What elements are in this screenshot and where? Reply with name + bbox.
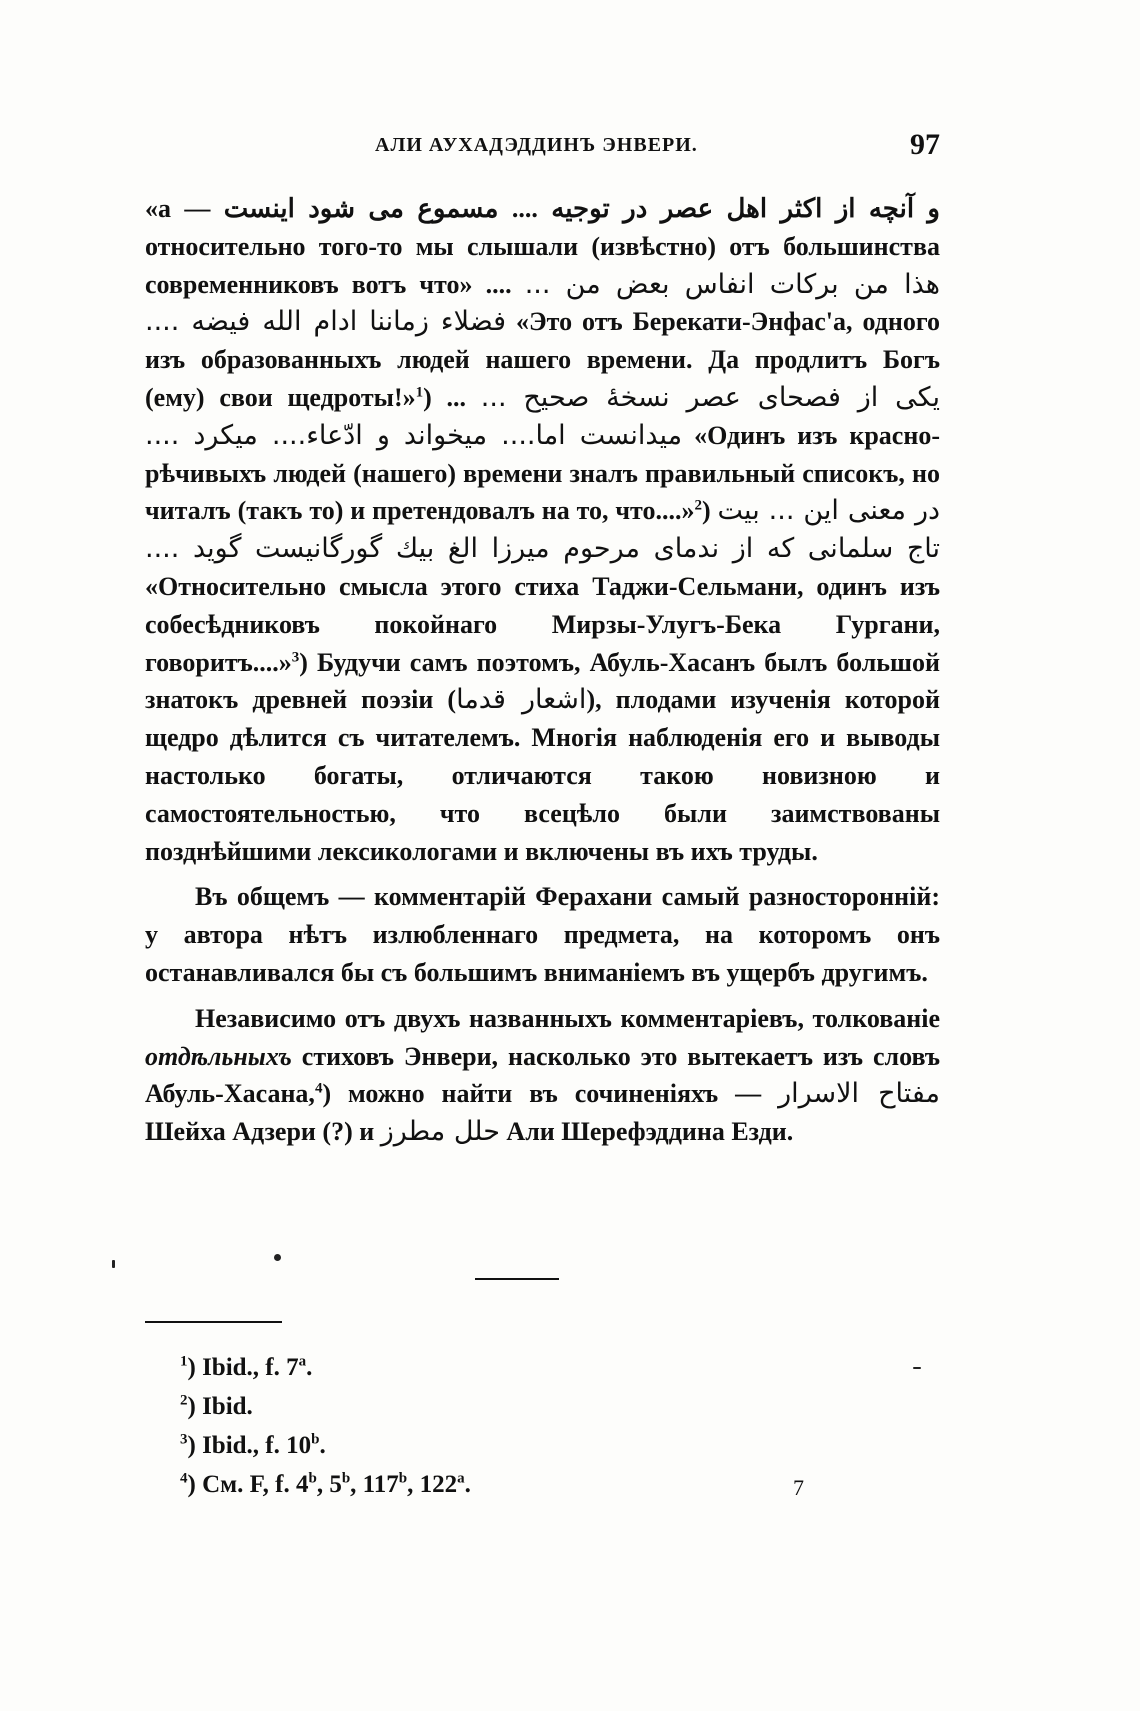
paragraph-1: «а — و آنچه از اکثر اهل عصر در توجیه .... مسموع می شود اینست относительно того-то мы слышали (извѣстно) отъ большинства современниковъ вотъ что» .... هذا من برکات انفاس بعض من ... فضلاء زماننا ادام الله فیضه .... «Это отъ Берекати-Энфас'а, одного изъ образованныхъ людей нашего времени. Да продлитъ Богъ (ему) свои щедроты!»$^1$) ... یکی از فصحای عصر نسخهٔ صحیح ... میدانست اما.... میخواند و ادّعاء.... میکرد .... «Одинъ изъ красно-рѣчивыхъ людей (нашего) времени зналъ правильный списокъ, но читалъ (такъ то) и претендовалъ на то, что....»$^2$) در معنی این ... بیت تاج سلمانی که از ندمای مرحوم میرزا الغ بیك گورگانیست گوید .... «Относительно смысла этого стиха Таджи-Сельмани, одинъ изъ собесѣдниковъ покойнаго Мирзы-Улугъ-Бека Гургани, говоритъ....»$^3$) Будучи самъ поэтомъ, Абуль-Хасанъ былъ большой знатокъ древней поэзіи (اشعار قدما), плодами изученія которой щедро дѣлится съ читателемъ. Многія наблюденія его и выводы настолько богаты, отличаются такою новизною и самостоятельностью, что всецѣло были заимствованы позднѣйшими лексикологами и включены въ ихъ труды.: [145, 194, 941, 866]
text-run: относительно того-то мы слышали (извѣстно) отъ большинства современниковъ вотъ что» ....: [145, 231, 940, 299]
footnote-ref[interactable]: 2: [694, 497, 702, 514]
footnote-marker: 4: [180, 1470, 188, 1487]
page-number: 97: [910, 128, 940, 161]
footnote-1: [180, 1348, 780, 1387]
footnote-tail: , 5: [316, 1471, 342, 1498]
footnote-tail: .: [319, 1432, 326, 1459]
arabic-quote: فضلاء زماننا ادام الله فیضه ....: [145, 306, 507, 338]
text-run: «Относительно смысла этого стиха Таджи-Сельмани, одинъ изъ собесѣдниковъ покойнаго Мирзы-Улугъ-Бека Гургани, говоритъ....»: [145, 571, 940, 677]
footnote-sup: b: [308, 1470, 317, 1487]
signature-mark: 7: [793, 1475, 804, 1500]
text-run: «а — و آنچه از اکثر اهل عصر در توجیه .... مسموع می شود اینست: [145, 194, 940, 223]
footnote-marker: 1: [180, 1353, 188, 1370]
text-run: [711, 496, 718, 525]
arabic-quote: در معنی این ... بیت تاج سلمانی که از ندمای مرحوم میرزا الغ بیك گورگانیست گوید ....: [145, 495, 941, 565]
footnote-marker: 3: [180, 1431, 188, 1448]
footnote-sup: b: [341, 1470, 351, 1487]
arabic-title: مفتاح الاسرار: [778, 1078, 940, 1110]
footnote-4: [180, 1465, 780, 1504]
text-run: ), плодами изученія которой щедро дѣлится съ читателемъ. Многія наблюденія его и выводы настолько богаты, отличаются такою новизною и самостоятельностью, что всецѣло были заимствованы позднѣйшими лексикологами и включены въ ихъ труды.: [145, 685, 940, 866]
footnote-sup: b: [311, 1431, 320, 1448]
footnote-ref[interactable]: 4: [314, 1080, 323, 1097]
footnote-tail: .: [306, 1354, 313, 1381]
footnote-tail: .: [464, 1471, 471, 1498]
footnote-divider: [145, 1321, 282, 1323]
ink-speck: [274, 1254, 281, 1261]
footnote-text: ) См. F, f. 4: [187, 1471, 309, 1498]
footnote-sup: a: [457, 1470, 465, 1487]
paragraph-3: [145, 1000, 940, 1151]
footnote-sup: b: [398, 1470, 408, 1487]
text-run: стиховъ Энвери, насколько это вытекаетъ изъ словъ Абуль-Хасана,: [145, 1041, 940, 1109]
text-run: Али Шерефэддина Езди.: [499, 1117, 794, 1147]
footnotes: [180, 1348, 780, 1504]
footnote-text: ) Ibid., f. 7: [187, 1354, 299, 1381]
footnote-marker: 2: [180, 1392, 188, 1409]
footnote-sup: a: [298, 1353, 307, 1370]
footnote-tail: , 117: [350, 1471, 399, 1498]
arabic-quote: هذا من برکات انفاس بعض من ...: [524, 268, 940, 300]
arabic-term: اشعار قدما: [456, 684, 587, 716]
text-run: «Это отъ Берекати-Энфас'а, одного изъ образованныхъ людей нашего времени. Да продлитъ Богъ (ему) свои щедроты!»: [145, 307, 940, 412]
paragraph-2: Въ общемъ — комментарій Ферахани самый разносторонній: у автора нѣтъ излюбленнаго предмета, на которомъ онъ останавливался бы съ большимъ вниманіемъ въ ущербъ другимъ.: [145, 882, 940, 987]
text-run: ...: [431, 382, 481, 412]
footnote-text: ) Ibid., f. 10: [187, 1432, 312, 1459]
text-run: ) можно найти въ сочиненіяхъ —: [322, 1079, 779, 1109]
footnote-ref[interactable]: 3: [291, 648, 300, 665]
text-run: Независимо отъ двухъ названныхъ комментаріевъ, толкованіе: [195, 1003, 940, 1033]
arabic-quote: یکی از فصحای عصر نسخهٔ صحیح ...: [480, 381, 940, 413]
footnote-text: ) Ibid.: [187, 1393, 253, 1420]
arabic-quote: میدانست اما.... میخواند و ادّعاء.... میکرد ....: [145, 419, 683, 451]
arabic-title: حلل مطرز: [380, 1116, 500, 1148]
text-run: Шейха Адзери (?) и: [145, 1117, 381, 1147]
footnote-2: [180, 1387, 780, 1426]
italic-term: отдѣльныхъ: [145, 1041, 292, 1071]
text-run: ) Будучи самъ поэтомъ, Абуль-Хасанъ былъ большой знатокъ древней поэзіи (: [145, 647, 940, 715]
ink-speck: [112, 1260, 115, 1268]
running-title: АЛИ АУХАДЭДДИНЪ ЭНВЕРИ.: [375, 134, 698, 156]
footnote-tail: , 122: [407, 1471, 458, 1498]
footnote-ref[interactable]: 1: [415, 384, 424, 401]
body-text: [145, 190, 940, 1151]
ink-speck: [913, 1367, 921, 1369]
section-divider: [475, 1278, 559, 1280]
page-header: [145, 128, 940, 168]
footnote-3: [180, 1426, 780, 1465]
text-run: «Одинъ изъ красно-рѣчивыхъ людей (нашего) времени зналъ правильный списокъ, но читалъ (такъ то) и претендовалъ на то, что....»: [145, 420, 940, 526]
